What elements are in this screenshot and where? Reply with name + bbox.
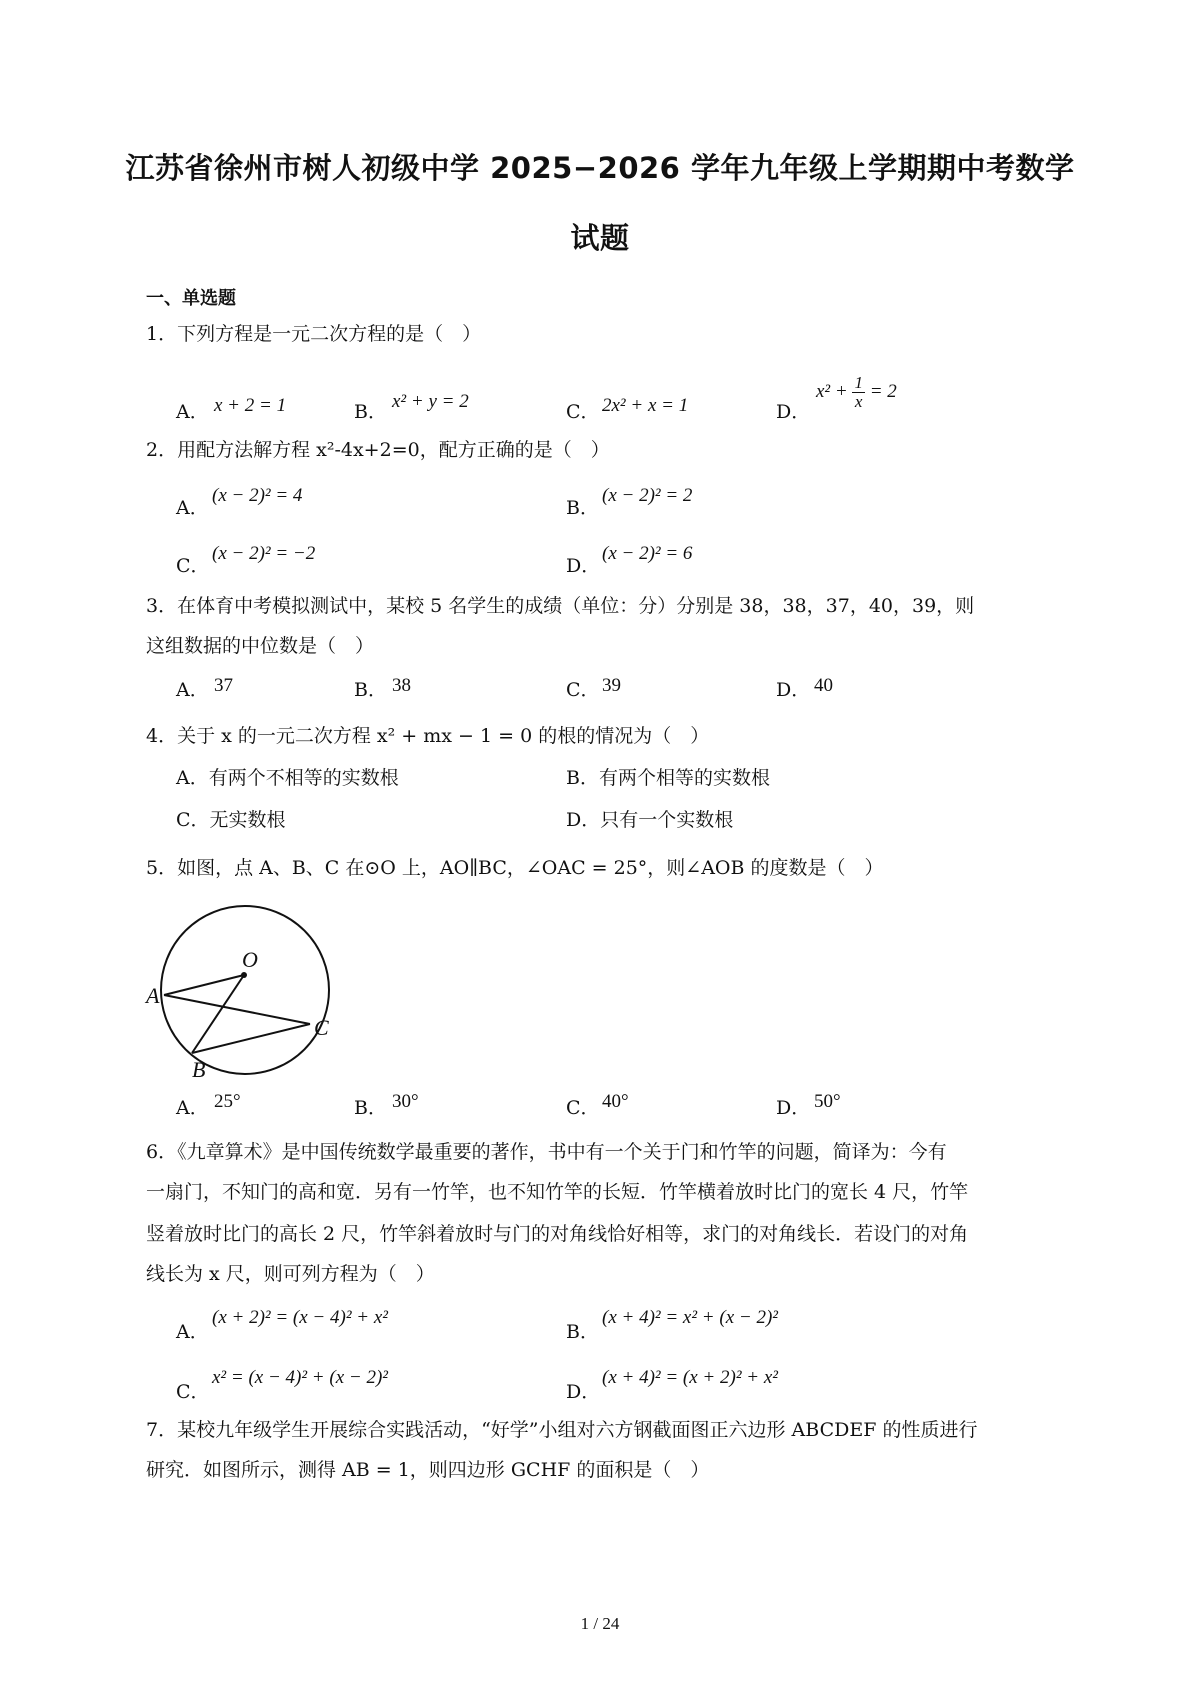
q6-option-d-label: D． bbox=[566, 1381, 601, 1403]
q4-option-b: B．有两个相等的实数根 bbox=[566, 767, 770, 789]
q3-option-b-label: B． bbox=[354, 679, 387, 701]
q5-option-d-label: D． bbox=[776, 1097, 811, 1119]
q3-option-a: 37 bbox=[214, 675, 233, 696]
q1-option-c: 2x² + x = 1 bbox=[602, 395, 689, 416]
q1-d-post: = 2 bbox=[869, 380, 897, 402]
q7-stem-line2: 研究．如图所示，测得 AB = 1，则四边形 GCHF 的面积是（ ） bbox=[146, 1459, 710, 1481]
section-heading: 一、单选题 bbox=[146, 288, 236, 309]
q6-option-b-label: B． bbox=[566, 1321, 599, 1343]
q2-option-b: (x − 2)² = 2 bbox=[602, 485, 693, 506]
q1-d-fraction bbox=[852, 374, 865, 411]
q1-d-numerator: 1 bbox=[854, 373, 863, 392]
label-o: O bbox=[242, 947, 258, 972]
exam-title-line1: 江苏省徐州市树人初级中学 2025−2026 学年九年级上学期期中考数学 bbox=[125, 151, 1075, 185]
q6-option-a: (x + 2)² = (x − 4)² + x² bbox=[212, 1307, 388, 1328]
q4-option-c: C．无实数根 bbox=[176, 809, 286, 831]
segment-ac bbox=[164, 995, 310, 1024]
q2-option-a: (x − 2)² = 4 bbox=[212, 485, 303, 506]
q6-stem-line1: 6．《九章算术》是中国传统数学最重要的著作，书中有一个关于门和竹竿的问题，简译为：今有 bbox=[146, 1141, 947, 1163]
q6-option-c: x² = (x − 4)² + (x − 2)² bbox=[212, 1367, 388, 1388]
q1-d-pre: x² + bbox=[816, 380, 848, 402]
q1-option-c-label: C． bbox=[566, 401, 600, 423]
q6-stem-line4: 线长为 x 尺，则可列方程为（ ） bbox=[146, 1263, 435, 1285]
exam-title-line2: 试题 bbox=[570, 221, 630, 255]
q6-option-b: (x + 4)² = x² + (x − 2)² bbox=[602, 1307, 778, 1328]
q2-stem: 2．用配方法解方程 x²-4x+2=0，配方正确的是（ ） bbox=[146, 439, 610, 461]
q5-circle-figure bbox=[140, 905, 340, 1085]
q5-option-c: 40° bbox=[602, 1091, 629, 1112]
q2-option-d-label: D． bbox=[566, 555, 601, 577]
label-a: A bbox=[146, 983, 160, 1008]
q3-stem-line2: 这组数据的中位数是（ ） bbox=[146, 635, 375, 657]
q6-stem-line2: 一扇门，不知门的高和宽．另有一竹竿，也不知竹竿的长短．竹竿横着放时比门的宽长 4 尺，竹竿 bbox=[146, 1181, 969, 1203]
q2-option-a-label: A． bbox=[176, 497, 209, 519]
q4-stem: 4．关于 x 的一元二次方程 x² + mx − 1 = 0 的根的情况为（ ） bbox=[146, 725, 710, 747]
q4-option-a: A．有两个不相等的实数根 bbox=[176, 767, 399, 789]
q1-stem: 1．下列方程是一元二次方程的是（ ） bbox=[146, 323, 482, 345]
q5-option-a: 25° bbox=[214, 1091, 241, 1112]
q3-option-a-label: A． bbox=[176, 679, 209, 701]
q6-option-c-label: C． bbox=[176, 1381, 210, 1403]
q3-option-d: 40 bbox=[814, 675, 833, 696]
q3-option-b: 38 bbox=[392, 675, 411, 696]
q1-option-a-label: A． bbox=[176, 401, 209, 423]
q6-option-a-label: A． bbox=[176, 1321, 209, 1343]
q1-option-b-label: B． bbox=[354, 401, 387, 423]
q5-option-c-label: C． bbox=[566, 1097, 600, 1119]
q3-option-d-label: D． bbox=[776, 679, 811, 701]
q2-option-d: (x − 2)² = 6 bbox=[602, 543, 693, 564]
q2-option-b-label: B． bbox=[566, 497, 599, 519]
q3-stem-line1: 3．在体育中考模拟测试中，某校 5 名学生的成绩（单位：分）分别是 38，38，37，40，39，则 bbox=[146, 595, 975, 617]
segment-bc bbox=[192, 1024, 310, 1053]
q1-option-a: x + 2 = 1 bbox=[214, 395, 287, 416]
q5-stem: 5．如图，点 A、B、C 在⊙O 上，AO∥BC，∠OAC = 25°，则∠AOB 的度数是（ ） bbox=[146, 857, 884, 879]
q5-option-a-label: A． bbox=[176, 1097, 209, 1119]
q1-option-b: x² + y = 2 bbox=[392, 391, 469, 412]
q1-option-d-label: D． bbox=[776, 401, 811, 423]
q3-option-c: 39 bbox=[602, 675, 621, 696]
q6-stem-line3: 竖着放时比门的高长 2 尺，竹竿斜着放时与门的对角线恰好相等，求门的对角线长．若设门的对角 bbox=[146, 1223, 969, 1245]
center-point-o bbox=[241, 972, 247, 978]
label-b: B bbox=[192, 1057, 206, 1082]
q1-d-denominator: x bbox=[854, 392, 863, 411]
q2-option-c: (x − 2)² = −2 bbox=[212, 543, 316, 564]
q4-option-d: D．只有一个实数根 bbox=[566, 809, 734, 831]
q3-option-c-label: C． bbox=[566, 679, 600, 701]
q1-option-d bbox=[816, 374, 897, 411]
q5-option-b-label: B． bbox=[354, 1097, 387, 1119]
q2-option-c-label: C． bbox=[176, 555, 210, 577]
q5-option-b: 30° bbox=[392, 1091, 419, 1112]
page-number: 1 / 24 bbox=[580, 1614, 620, 1633]
label-c: C bbox=[314, 1015, 329, 1040]
q6-option-d: (x + 4)² = (x + 2)² + x² bbox=[602, 1367, 778, 1388]
q7-stem-line1: 7．某校九年级学生开展综合实践活动，“好学”小组对六方钢截面图正六边形 ABCDEF 的性质进行 bbox=[146, 1419, 978, 1441]
q5-option-d: 50° bbox=[814, 1091, 841, 1112]
